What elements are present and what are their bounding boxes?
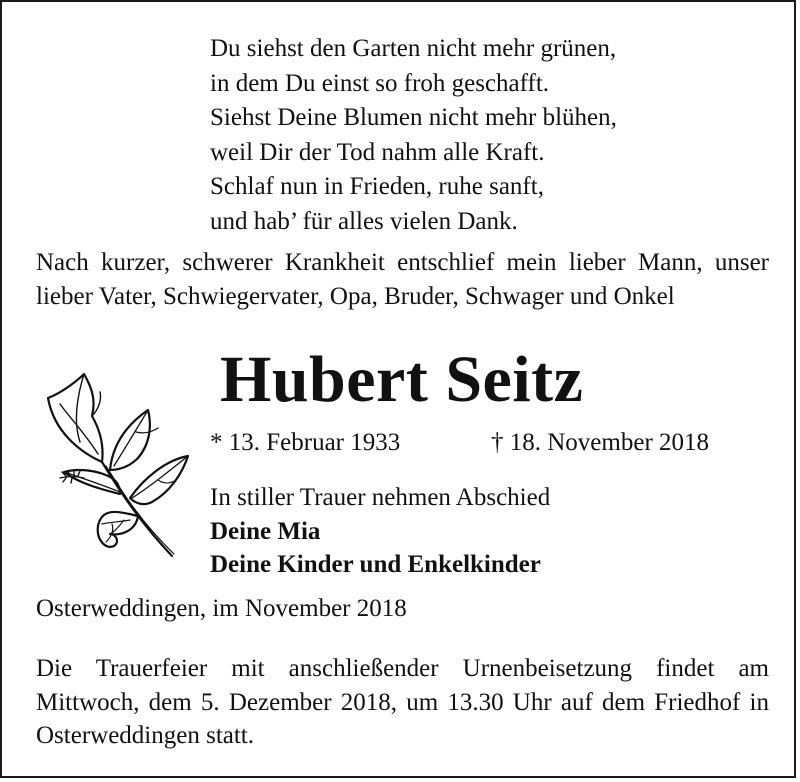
mourners-signoff bbox=[210, 481, 550, 582]
mourner-name: Deine Kinder und Enkelkinder bbox=[210, 551, 541, 578]
deceased-name: Hubert Seitz bbox=[220, 343, 584, 416]
calla-lily-drawing-icon bbox=[40, 370, 190, 560]
memorial-poem bbox=[210, 32, 617, 239]
funeral-service-notice: Die Trauerfeier mit anschließender Urnenbeisetzung findet am Mittwoch, dem 5. Dezember 2018, um 13.30 Uhr auf dem Friedhof in Osterweddingen statt. bbox=[36, 655, 769, 749]
poem-line: in dem Du einst so froh geschafft. bbox=[210, 69, 550, 97]
poem-line: Du siehst den Garten nicht mehr grünen, bbox=[210, 35, 617, 62]
farewell-line: In stiller Trauer nehmen Abschied bbox=[210, 484, 551, 511]
poem-line: Schlaf nun in Frieden, ruhe sanft, bbox=[210, 173, 544, 200]
poem-line: Siehst Deine Blumen nicht mehr blühen, bbox=[210, 104, 617, 131]
mourner-name: Deine Mia bbox=[210, 517, 321, 545]
birth-date: * 13. Februar 1933 bbox=[210, 429, 401, 456]
death-announcement-text: Nach kurzer, schwerer Krankheit entschlief mein lieber Mann, unser lieber Vater, Schwiegervater, Opa, Bruder, Schwager und Onkel bbox=[36, 249, 769, 310]
poem-line: und hab’ für alles vielen Dank. bbox=[210, 207, 518, 235]
poem-line: weil Dir der Tod nahm alle Kraft. bbox=[210, 138, 545, 166]
death-date: † 18. November 2018 bbox=[491, 429, 710, 456]
place-and-date: Osterweddingen, im November 2018 bbox=[36, 595, 407, 622]
